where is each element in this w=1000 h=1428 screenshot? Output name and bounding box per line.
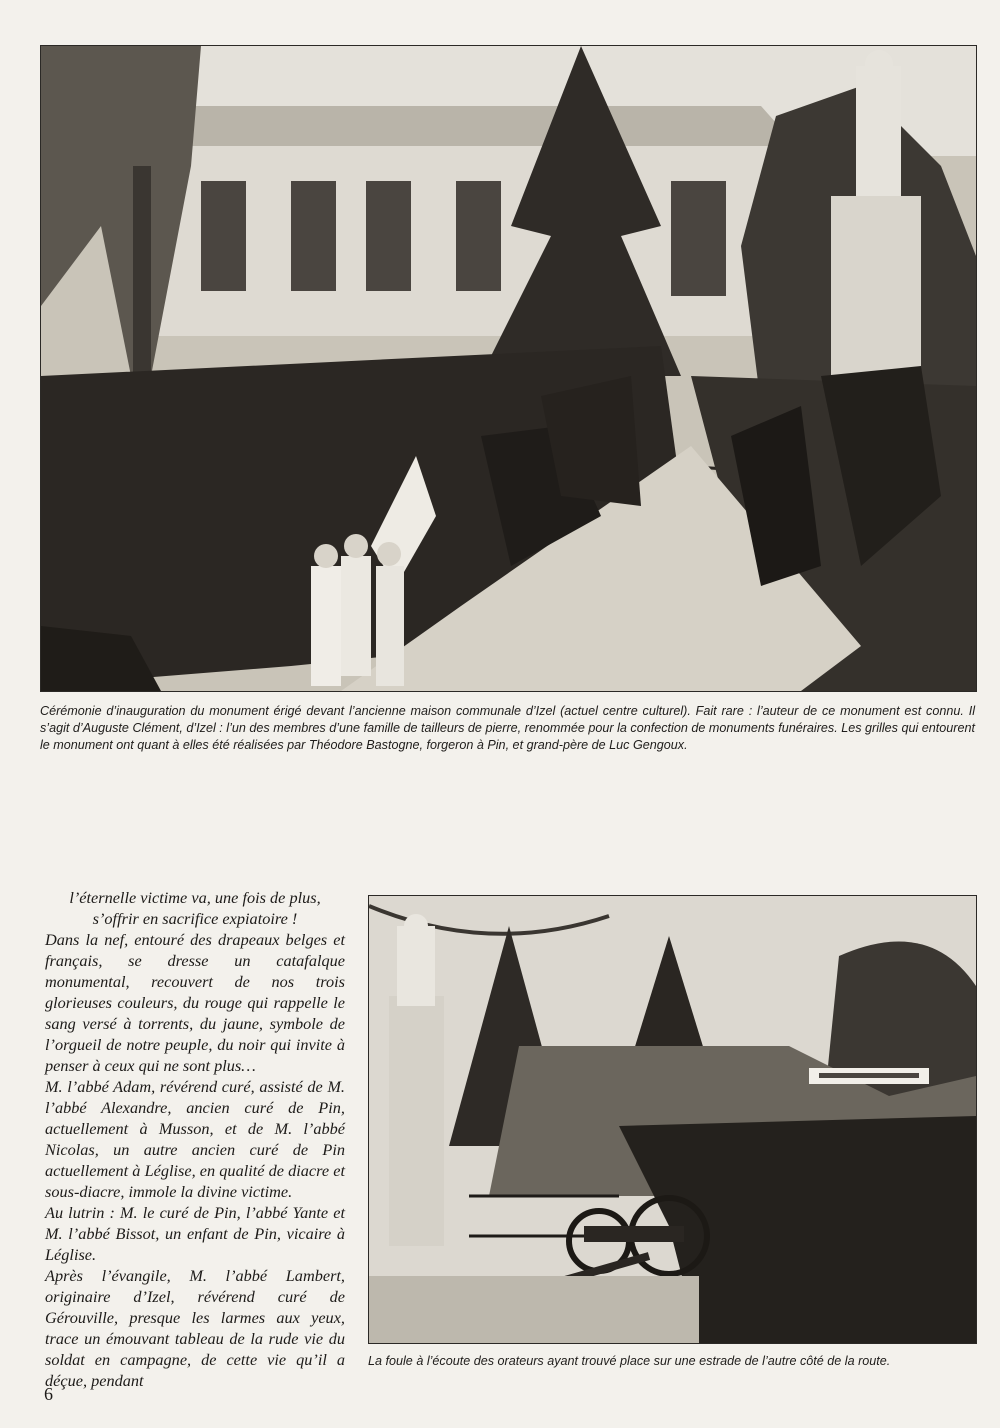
article-text [45, 887, 345, 1391]
article-paragraph: Après l’évangile, M. l’abbé Lambert, originaire d’Izel, révérend curé de Gérouville, presque les larmes aux yeux, trace un émouvant tableau de la rude vie du soldat en campagne, de cette vie qu’il a déçue, pendant [45, 1266, 345, 1390]
ceremony-photo-caption: Cérémonie d’inauguration du monument érigé devant l’ancienne maison communale d’Izel (actuel centre culturel). Fait rare : l’auteur de ce monument est connu. Il s’agit d’Auguste Clément, d’Izel : l’un des membres d’une famille de tailleurs de pierre, renommée pour la confection de monuments funéraires. Les grilles qui entourent le monument ont quant à elles été réalisées par Théodore Bastogne, forgeron à Pin, et grand-père de Luc Gengoux. [40, 704, 975, 752]
crowd-photo-illustration [369, 896, 976, 1343]
article-paragraph: Dans la nef, entouré des drapeaux belges et français, se dresse un catafalque monumental, recouvert de nos trois glorieuses couleurs, du rouge qui rappelle le sang versé à torrents, du jaune, symbole de l’orgueil de notre peuple, du noir qui invite à penser à ceux qui ne sont plus… [45, 930, 345, 1075]
crowd-photo [368, 895, 977, 1344]
article-paragraph: Au lutrin : M. le curé de Pin, l’abbé Yante et M. l’abbé Bissot, un enfant de Pin, vicaire à Léglise. [45, 1203, 345, 1264]
article-paragraph: l’éternelle victime va, une fois de plus, s’offrir en sacrifice expiatoire ! [69, 888, 321, 928]
article-paragraph: M. l’abbé Adam, révérend curé, assisté de M. l’abbé Alexandre, ancien curé de Pin, actuellement à Musson, et de M. l’abbé Nicolas, un autre ancien curé de Pin actuellement à Léglise, en qualité de diacre et sous-diacre, immole la divine victime. [45, 1077, 345, 1201]
ceremony-photo-illustration [41, 46, 976, 691]
ceremony-photo [40, 45, 977, 692]
crowd-photo-caption: La foule à l’écoute des orateurs ayant trouvé place sur une estrade de l’autre côté de la route. [368, 1354, 891, 1368]
page-number: 6 [44, 1384, 53, 1404]
